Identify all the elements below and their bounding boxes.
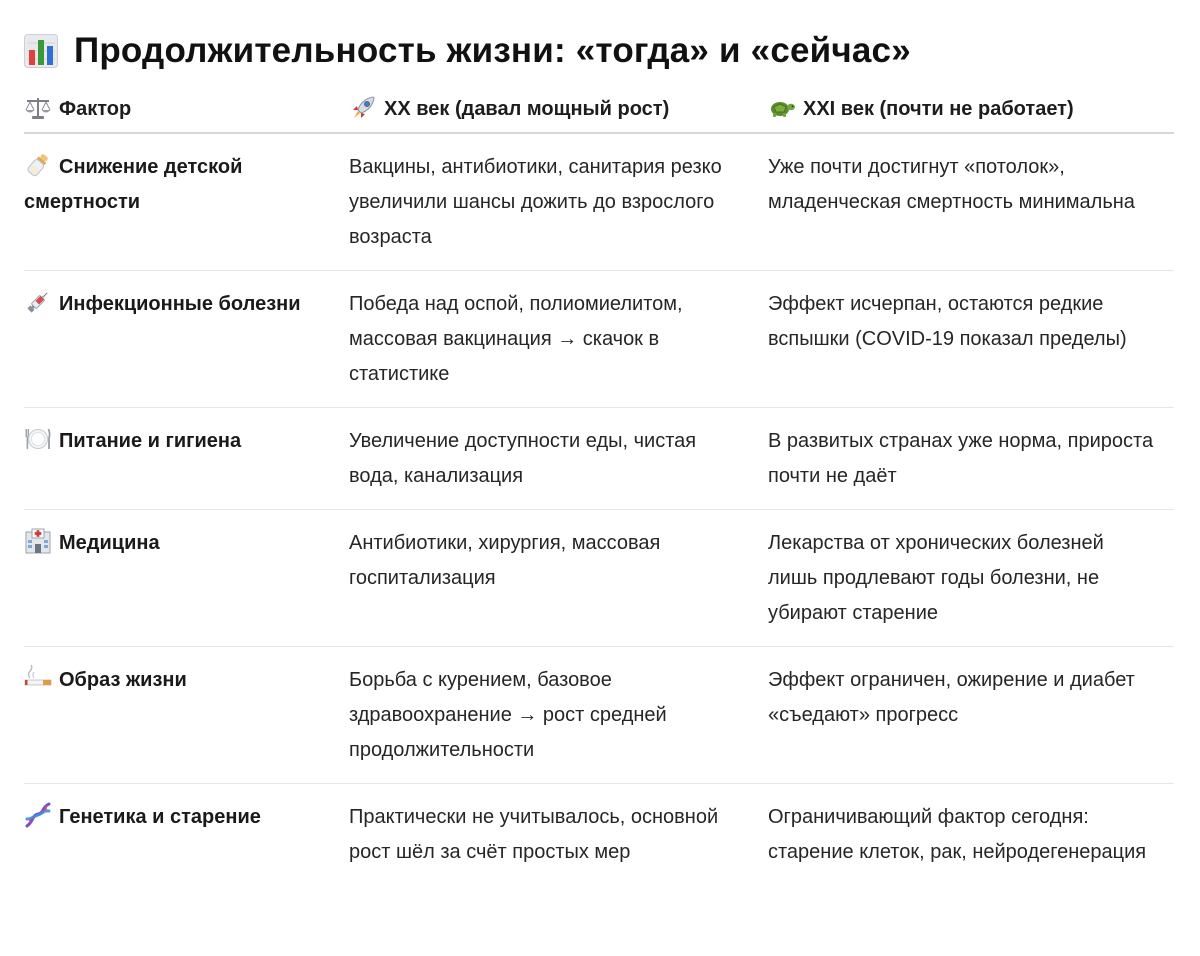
xx-cell: Антибиотики, хирургия, массовая госпитализация xyxy=(349,510,768,647)
table-row xyxy=(24,647,1174,784)
factor-label: Снижение детской смертности xyxy=(24,156,243,213)
header-xx-label: XX век (давал мощный рост) xyxy=(384,98,670,120)
xx-cell: Увеличение доступности еды, чистая вода, канализация xyxy=(349,408,768,510)
factor-label: Инфекционные болезни xyxy=(59,293,301,315)
factor-label: Питание и гигиена xyxy=(59,430,242,452)
dna-icon xyxy=(24,801,52,829)
table-row xyxy=(24,510,1174,647)
title-row xyxy=(24,26,1174,76)
factor-label: Образ жизни xyxy=(59,669,187,691)
factor-cell xyxy=(24,647,349,784)
table-row xyxy=(24,133,1174,271)
header-xx-century xyxy=(349,94,768,133)
xxi-cell: Уже почти достигнут «потолок», младенческая смертность минимальна xyxy=(768,133,1174,271)
xxi-cell: Лекарства от хронических болезней лишь продлевают годы болезни, не убирают старение xyxy=(768,510,1174,647)
table-row xyxy=(24,408,1174,510)
balance-scale-icon xyxy=(24,94,52,122)
factor-cell xyxy=(24,133,349,271)
rocket-icon xyxy=(349,94,377,122)
syringe-icon xyxy=(24,288,52,316)
cigarette-icon xyxy=(24,664,52,692)
factor-cell xyxy=(24,784,349,886)
xxi-cell: Эффект ограничен, ожирение и диабет «съедают» прогресс xyxy=(768,647,1174,784)
table-row xyxy=(24,271,1174,408)
header-factor-label: Фактор xyxy=(59,98,132,120)
header-xxi-century xyxy=(768,94,1174,133)
xxi-cell: Ограничивающий фактор сегодня: старение клеток, рак, нейродегенерация xyxy=(768,806,1147,863)
xx-cell: Практически не учитывалось, основной рост шёл за счёт простых мер xyxy=(349,806,719,863)
xx-cell: Борьба с курением, базовое здравоохранение → рост средней продолжительности xyxy=(349,647,768,784)
plate-cutlery-icon xyxy=(24,425,52,453)
turtle-icon xyxy=(768,94,796,122)
baby-bottle-icon xyxy=(24,151,52,179)
bar-chart-icon xyxy=(24,34,58,68)
factor-cell xyxy=(24,510,349,647)
header-factor xyxy=(24,94,349,133)
factor-label: Генетика и старение xyxy=(59,806,261,828)
xxi-cell: Эффект исчерпан, остаются редкие вспышки (COVID-19 показал пределы) xyxy=(768,271,1174,408)
factor-cell xyxy=(24,408,349,510)
hospital-icon xyxy=(24,527,52,555)
comparison-table xyxy=(24,94,1174,885)
header-xxi-label: XXI век (почти не работает) xyxy=(803,98,1074,120)
table-header-row xyxy=(24,94,1174,133)
page-title: Продолжительность жизни: «тогда» и «сейчас» xyxy=(74,31,911,70)
factor-cell xyxy=(24,271,349,408)
xxi-cell: В развитых странах уже норма, прироста почти не даёт xyxy=(768,408,1174,510)
factor-label: Медицина xyxy=(59,532,160,554)
xx-cell: Вакцины, антибиотики, санитария резко увеличили шансы дожить до взрослого возраста xyxy=(349,133,768,271)
table-row xyxy=(24,784,1174,886)
xx-cell: Победа над оспой, полиомиелитом, массовая вакцинация → скачок в статистике xyxy=(349,271,768,408)
